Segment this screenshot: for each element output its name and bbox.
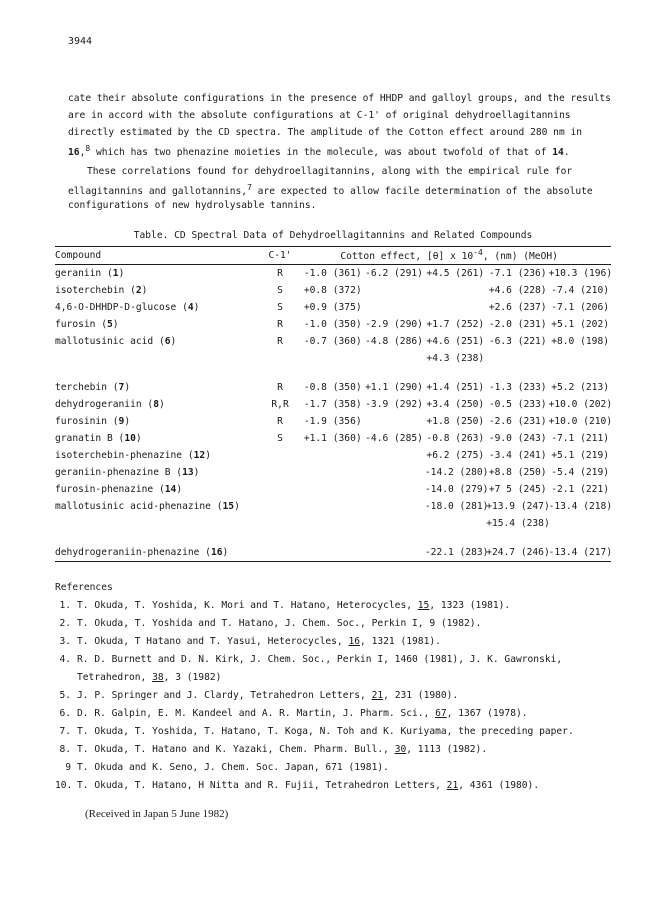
header-text: Cotton effect, [θ] x 10 — [340, 251, 474, 263]
table-row — [55, 350, 611, 367]
header-text: , (nm) (MeOH) — [482, 251, 558, 263]
cotton-value-cell — [364, 464, 425, 481]
cotton-value-cell — [302, 515, 363, 532]
cotton-value-cell — [302, 464, 363, 481]
compound-ref: 16 — [68, 147, 80, 159]
reference-text: T. Okuda, T. Hatano, H Nitta and R. Fujii, Tetrahedron Letters, — [77, 780, 447, 791]
reference-item — [55, 726, 615, 744]
table-row — [55, 447, 611, 464]
table-row — [55, 379, 611, 396]
reference-text: T. Okuda, T. Hatano and K. Yazaki, Chem. Pharm. Bull., — [77, 744, 395, 755]
text-line: These correlations found for dehydroellagitannins, along with the empirical rule for — [87, 166, 573, 177]
cotton-value-cell — [425, 299, 486, 316]
reference-number: 1. — [59, 600, 71, 611]
compound-number: 14 — [164, 483, 177, 495]
reference-number: 2. — [59, 618, 71, 629]
table-row — [55, 464, 611, 481]
c1-config-cell: R,R — [271, 398, 289, 410]
compound-name: furosin — [55, 318, 96, 330]
cotton-value-cell: -2.1 (221) — [551, 483, 609, 495]
reference-number: 4. — [59, 654, 71, 665]
paragraph-1 — [68, 93, 620, 161]
text-line: 16,$^8$ which has two phenazine moieties in the molecule, was about twofold of that of 14. — [68, 144, 570, 159]
references-section — [55, 582, 615, 798]
reference-volume: 38 — [152, 672, 164, 683]
cotton-value-cell: -5.4 (219) — [551, 466, 609, 478]
compound-cell — [55, 350, 258, 367]
reference-text: Tetrahedron, — [77, 672, 153, 683]
compound-number: 2 — [135, 284, 142, 296]
compound-number: 13 — [182, 466, 194, 478]
reference-text: , 1323 (1981). — [429, 600, 511, 611]
cotton-value-cell — [364, 498, 425, 515]
table-header — [55, 247, 611, 264]
cotton-value-cell — [302, 544, 363, 561]
cotton-value-cell: -2.6 (231) — [488, 415, 547, 427]
reference-item — [55, 618, 615, 636]
cotton-value-cell: -3.9 (292) — [365, 398, 423, 410]
table-row — [55, 333, 611, 350]
cotton-value-cell: +1.8 (250) — [426, 415, 485, 427]
table-bottom-rule — [55, 561, 611, 562]
compound-cell: granatin B (10) — [55, 432, 142, 444]
compound-name: granatin B — [55, 432, 113, 444]
compound-number: 12 — [193, 449, 206, 461]
cotton-value-cell: -1.0 (361) — [303, 267, 362, 279]
cotton-value-cell: -1.9 (356) — [303, 415, 362, 427]
cotton-value-cell — [302, 350, 363, 367]
c1-config-cell — [258, 481, 303, 498]
compound-cell: mallotusinic acid-phenazine (15) — [55, 500, 240, 512]
header-c1: C-1' — [268, 249, 292, 261]
references-heading: References — [55, 582, 113, 593]
table-spacer — [55, 532, 611, 544]
cotton-value-cell: +1.1 (290) — [365, 381, 423, 393]
citation-sup: 8 — [85, 144, 91, 153]
cotton-value-cell — [364, 447, 425, 464]
text-span: ellagitannins and gallotannins, — [68, 186, 248, 198]
compound-name: dehydrogeraniin-phenazine — [55, 546, 200, 558]
reference-text: T. Okuda, T. Yoshida, K. Mori and T. Hatano, Heterocycles, — [77, 600, 418, 611]
cotton-value-cell: -2.0 (231) — [488, 318, 547, 330]
compound-name: geraniin-phenazine B — [55, 466, 171, 478]
cotton-value-cell: -14.2 (280) — [424, 466, 489, 478]
reference-number: 10. — [55, 780, 73, 791]
cotton-value-cell: -7.1 (211) — [551, 432, 609, 444]
compound-cell: furosin-phenazine (14) — [55, 483, 183, 495]
c1-config-cell: R — [277, 415, 283, 427]
cotton-value-cell: +5.2 (213) — [551, 381, 609, 393]
cotton-value-cell — [549, 515, 611, 532]
compound-number: 5 — [107, 318, 113, 330]
reference-item — [55, 744, 615, 762]
cotton-value-cell: +13.9 (247) — [486, 500, 550, 512]
table-row — [55, 413, 611, 430]
cotton-value-cell: -4.6 (285) — [365, 432, 423, 444]
header-cotton — [302, 247, 611, 264]
reference-text: J. P. Springer and J. Clardy, Tetrahedron Letters, — [77, 690, 372, 701]
page-number: 3944 — [68, 36, 93, 47]
compound-number: 15 — [222, 500, 235, 512]
cotton-value-cell: +0.9 (375) — [303, 301, 362, 313]
reference-number: 9 — [65, 762, 71, 773]
reference-volume: 21 — [371, 690, 384, 701]
compound-name: terchebin — [55, 381, 107, 393]
cotton-value-cell: -4.8 (286) — [365, 335, 423, 347]
cotton-value-cell: +4.5 (261) — [426, 267, 485, 279]
cotton-value-cell: -1.7 (358) — [303, 398, 362, 410]
received-date: (Received in Japan 5 June 1982) — [85, 808, 229, 820]
table-spacer — [55, 367, 611, 379]
cotton-value-cell: +10.3 (196) — [548, 267, 613, 279]
cotton-value-cell — [364, 282, 425, 299]
cotton-value-cell: -7.1 (236) — [488, 267, 547, 279]
cotton-value-cell: -18.0 (281) — [424, 500, 489, 512]
reference-text: , 231 (1980). — [383, 690, 459, 701]
text-span: are expected to allow facile determination of the absolute — [251, 186, 593, 198]
compound-cell: isoterchebin (2) — [55, 284, 148, 296]
cotton-value-cell: +4.3 (238) — [426, 352, 485, 364]
reference-item — [55, 690, 615, 708]
cotton-value-cell — [486, 350, 548, 367]
cotton-value-cell: +7 5 (245) — [488, 483, 547, 495]
cotton-value-cell: +10.0 (210) — [548, 415, 613, 427]
c1-config-cell — [258, 447, 303, 464]
reference-text: T. Okuda, T. Yoshida and T. Hatano, J. Chem. Soc., Perkin I, 9 (1982). — [77, 618, 482, 629]
cotton-value-cell: -0.8 (350) — [303, 381, 362, 393]
reference-item — [55, 672, 615, 690]
compound-name: dehydrogeraniin — [55, 398, 142, 410]
cotton-value-cell — [425, 282, 486, 299]
cotton-value-cell — [364, 481, 425, 498]
text-span: . — [563, 147, 570, 159]
reference-number: 6. — [59, 708, 71, 719]
reference-item — [55, 708, 615, 726]
cotton-value-cell: +1.4 (251) — [426, 381, 485, 393]
cotton-value-cell: +2.6 (237) — [488, 301, 547, 313]
compound-number: 8 — [153, 398, 159, 410]
header-compound: Compound — [55, 249, 102, 261]
reference-item — [55, 780, 615, 798]
c1-config-cell — [258, 498, 303, 515]
compound-number: 4 — [187, 301, 194, 313]
cotton-value-cell: -13.4 (217) — [548, 546, 613, 558]
compound-cell — [55, 515, 258, 532]
cotton-value-cell — [302, 481, 363, 498]
table-row — [55, 430, 611, 447]
reference-text: , 1113 (1982). — [406, 744, 488, 755]
compound-name: 4,6-O-DHHDP-D-glucose — [55, 301, 177, 313]
cotton-value-cell: -14.0 (279) — [424, 483, 489, 495]
compound-cell: isoterchebin-phenazine (12) — [55, 449, 211, 461]
reference-text: T. Okuda and K. Seno, J. Chem. Soc. Japan, 671 (1981). — [77, 762, 389, 773]
compound-cell: dehydrogeraniin (8) — [55, 398, 165, 410]
cotton-value-cell: -7.4 (210) — [551, 284, 609, 296]
compound-name: mallotusinic acid — [55, 335, 154, 347]
compound-cell: 4,6-O-DHHDP-D-glucose (4) — [55, 301, 200, 313]
reference-item — [55, 762, 615, 780]
c1-config-cell: S — [277, 284, 283, 296]
cotton-value-cell — [364, 515, 425, 532]
cotton-value-cell: +3.4 (250) — [426, 398, 485, 410]
reference-item — [55, 636, 615, 654]
cotton-value-cell: +8.8 (250) — [488, 466, 547, 478]
cotton-value-cell — [302, 498, 363, 515]
c1-config-cell: R — [277, 381, 283, 393]
cotton-value-cell: +15.4 (238) — [486, 517, 550, 529]
cotton-value-cell: +1.7 (252) — [426, 318, 485, 330]
cotton-value-cell: -22.1 (283) — [424, 546, 489, 558]
cotton-value-cell: +6.2 (275) — [426, 449, 485, 461]
reference-volume: 16 — [348, 636, 361, 647]
reference-number: 7. — [59, 726, 71, 737]
text-line: cate their absolute configurations in the presence of HHDP and galloyl groups, and the results — [68, 93, 611, 104]
cotton-value-cell: -0.5 (233) — [488, 398, 547, 410]
references-list — [55, 600, 615, 798]
reference-text: D. R. Galpin, E. M. Kandeel and A. R. Martin, J. Pharm. Sci., — [77, 708, 436, 719]
reference-item — [55, 600, 615, 618]
text-line — [68, 183, 620, 200]
reference-number: 3. — [59, 636, 71, 647]
cotton-value-cell: +1.1 (360) — [303, 432, 362, 444]
reference-number: 8. — [59, 744, 71, 755]
reference-text: T. Okuda, T. Yoshida, T. Hatano, T. Koga, N. Toh and K. Kuriyama, the preceding paper. — [77, 726, 574, 737]
citation-sup: 7 — [247, 183, 252, 192]
c1-config-cell: R — [277, 267, 283, 279]
reference-volume: 21 — [446, 780, 459, 791]
cotton-value-cell: -6.3 (221) — [488, 335, 547, 347]
cotton-value-cell: +5.1 (219) — [551, 449, 609, 461]
compound-cell: terchebin (7) — [55, 381, 131, 393]
cotton-value-cell — [364, 299, 425, 316]
compound-number: 6 — [164, 335, 171, 347]
compound-number: 7 — [118, 381, 125, 393]
cotton-value-cell — [425, 515, 486, 532]
compound-cell: geraniin-phenazine B (13) — [55, 466, 200, 478]
reference-text: , 1321 (1981). — [360, 636, 441, 647]
compound-number: 16 — [210, 546, 223, 558]
reference-text: , 1367 (1978). — [446, 708, 528, 719]
cotton-value-cell: -1.3 (233) — [488, 381, 547, 393]
compound-name: isoterchebin — [55, 284, 125, 296]
reference-number: 5. — [59, 690, 71, 701]
cotton-value-cell: -9.0 (243) — [488, 432, 547, 444]
table-row — [55, 544, 611, 561]
compound-cell: geraniin (1) — [55, 267, 125, 279]
reference-text: , 3 (1982) — [163, 672, 222, 683]
compound-number: 9 — [118, 415, 125, 427]
cotton-value-cell — [364, 413, 425, 430]
c1-config-cell: S — [277, 432, 283, 444]
table-row — [55, 498, 611, 515]
compound-cell: furosinin (9) — [55, 415, 131, 427]
c1-config-cell: R — [277, 335, 283, 347]
compound-number: 1 — [112, 267, 119, 279]
compound-name: geraniin — [55, 267, 102, 279]
cotton-value-cell: -2.9 (290) — [365, 318, 423, 330]
compound-number: 10 — [124, 432, 136, 444]
cotton-value-cell: -3.4 (241) — [488, 449, 547, 461]
table-row — [55, 481, 611, 498]
c1-config-cell — [258, 544, 303, 561]
table-row — [55, 265, 611, 282]
text-span: which has two phenazine moieties in the molecule, was about twofold of that of — [90, 147, 553, 159]
header-exponent: -4 — [473, 248, 483, 258]
paragraph-2 — [68, 166, 620, 217]
cotton-value-cell: -0.8 (263) — [426, 432, 485, 444]
cotton-value-cell: +8.0 (198) — [551, 335, 609, 347]
cotton-value-cell — [302, 447, 363, 464]
cotton-value-cell: +4.6 (228) — [488, 284, 547, 296]
reference-text: , 4361 (1980). — [458, 780, 540, 791]
cotton-value-cell: +5.1 (202) — [551, 318, 609, 330]
c1-config-cell — [258, 515, 303, 532]
c1-config-cell: R — [277, 318, 283, 330]
compound-name: mallotusinic acid-phenazine — [55, 500, 211, 512]
c1-config-cell — [258, 464, 303, 481]
text-line: directly estimated by the CD spectra. The amplitude of the Cotton effect around 280 nm in — [68, 127, 583, 138]
reference-volume: 30 — [394, 744, 407, 755]
cotton-value-cell — [549, 350, 611, 367]
cotton-value-cell: +10.0 (202) — [548, 398, 613, 410]
cotton-value-cell: -7.1 (206) — [551, 301, 609, 313]
cotton-value-cell: -13.4 (218) — [548, 500, 613, 512]
compound-cell: furosin (5) — [55, 318, 119, 330]
table-row — [55, 282, 611, 299]
cotton-value-cell: -0.7 (360) — [303, 335, 362, 347]
cotton-value-cell: -1.0 (350) — [303, 318, 362, 330]
table-row — [55, 299, 611, 316]
text-line: configurations of new hydrolysable tannins. — [68, 200, 317, 211]
compound-name: furosin-phenazine — [55, 483, 154, 495]
table-caption: Table. CD Spectral Data of Dehydroellagitannins and Related Compounds — [133, 230, 533, 241]
c1-config-cell: S — [277, 301, 283, 313]
reference-volume: 67 — [435, 708, 447, 719]
cotton-value-cell: +4.6 (251) — [426, 335, 485, 347]
compound-name: furosinin — [55, 415, 107, 427]
cotton-value-cell: +24.7 (246) — [486, 546, 550, 558]
compound-cell: dehydrogeraniin-phenazine (16) — [55, 546, 229, 558]
reference-volume: 15 — [417, 600, 430, 611]
table-row — [55, 396, 611, 413]
table-body — [55, 265, 611, 561]
compound-name: isoterchebin-phenazine — [55, 449, 183, 461]
table-row — [55, 515, 611, 532]
reference-text: T. Okuda, T Hatano and T. Yasui, Heterocycles, — [77, 636, 349, 647]
reference-text: R. D. Burnett and D. N. Kirk, J. Chem. Soc., Perkin I, 1460 (1981), J. K. Gawronski, — [77, 654, 563, 665]
cotton-value-cell — [364, 350, 425, 367]
cotton-value-cell — [364, 544, 425, 561]
cotton-value-cell: +0.8 (372) — [303, 284, 362, 296]
text-line: are in accord with the absolute configurations at C-1' of original dehydroellagitannins — [68, 110, 571, 121]
cotton-value-cell: -6.2 (291) — [365, 267, 423, 279]
c1-config-cell — [258, 350, 303, 367]
table-row — [55, 316, 611, 333]
compound-ref: 14 — [552, 147, 564, 159]
compound-cell: mallotusinic acid (6) — [55, 335, 177, 347]
cd-data-table — [55, 230, 611, 562]
reference-item — [55, 654, 615, 672]
